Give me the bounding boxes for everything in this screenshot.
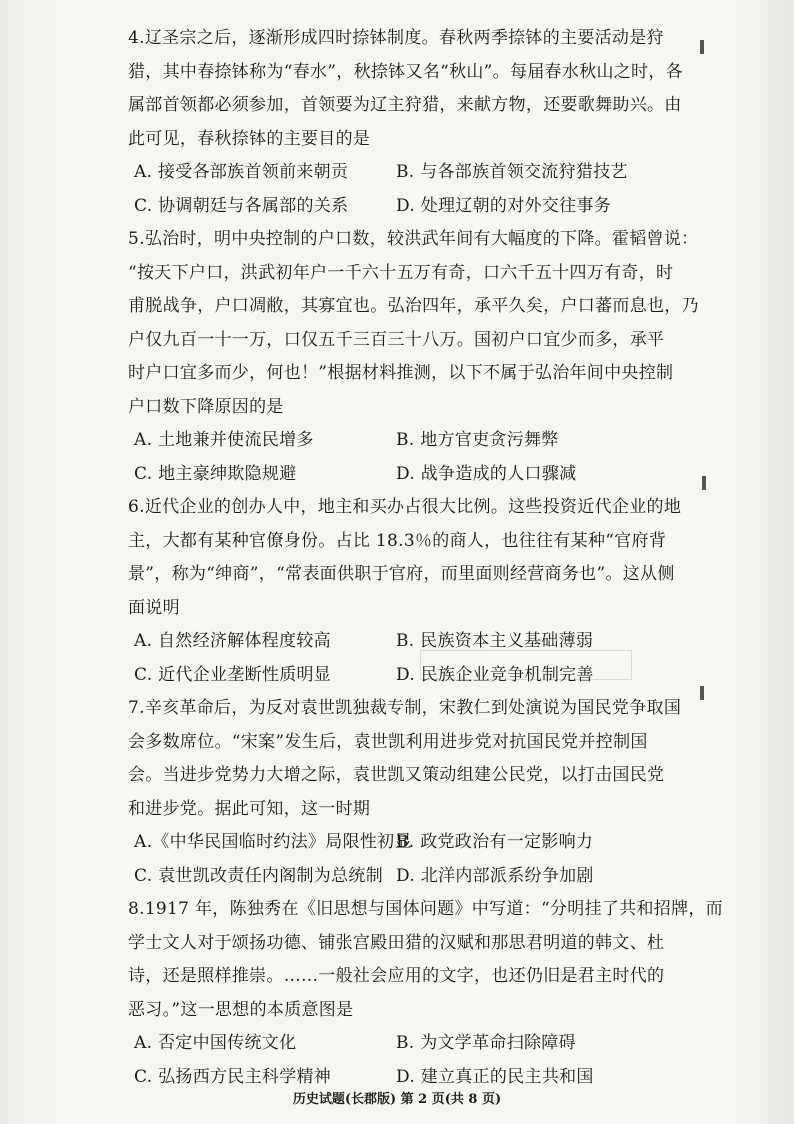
question-5 <box>128 223 699 491</box>
question-8 <box>128 893 723 1094</box>
option-d: D. 北洋内部派系纷争加剧 <box>396 865 594 886</box>
question-stem-line: 和进步党。据此可知，这一时期 <box>128 798 371 819</box>
answer-options <box>134 424 668 491</box>
option-d: D. 战争造成的人口骤减 <box>396 463 577 484</box>
edge-mark <box>700 686 704 700</box>
question-stem-line: 学士文人对于颂扬功德、铺张宫殿田猎的汉赋和那思君明道的韩文、杜 <box>128 932 665 953</box>
option-a: A.《中华民国临时约法》局限性初显 <box>134 832 412 852</box>
question-stem-line: 会多数席位。“宋案”发生后，袁世凯利用进步党对抗国民党并控制国 <box>128 731 648 752</box>
question-stem-line: 面说明 <box>128 597 180 618</box>
question-stem-line: 8.1917 年，陈独秀在《旧思想与国体问题》中写道：“分明挂了共和招牌，而 <box>128 899 723 919</box>
question-stem-line: 恶习。”这一思想的本质意图是 <box>128 999 354 1020</box>
option-b: B. 为文学革命扫除障碍 <box>396 1033 576 1053</box>
question-stem-line: 甫脱战争，户口凋敝，其寡宜也。弘治四年，承平久矣，户口蕃而息也，乃 <box>128 296 699 316</box>
option-b: B. 民族资本主义基础薄弱 <box>396 631 594 651</box>
option-a: A. 土地兼并使流民增多 <box>134 430 314 450</box>
option-c: C. 袁世凯改责任内阁制为总统制 <box>134 865 384 886</box>
answer-options <box>134 1027 668 1094</box>
question-stem-line: 属部首领都必须参加，首领要为辽主狩猎，来献方物，还要歌舞助兴。由 <box>128 95 682 115</box>
edge-mark <box>702 476 706 490</box>
option-a: A. 接受各部族首领前来朝贡 <box>134 162 349 182</box>
option-a: A. 否定中国传统文化 <box>134 1033 297 1053</box>
option-c: C. 弘扬西方民主科学精神 <box>134 1066 332 1087</box>
question-stem-line: 景”，称为“绅商”，“常表面供职于官府，而里面则经营商务也”。这从侧 <box>128 564 675 584</box>
question-stem-line: 6.近代企业的创办人中，地主和买办占很大比例。这些投资近代企业的地 <box>128 497 682 517</box>
question-stem-line: 时户口宜多而少，何也！”根据材料推测，以下不属于弘治年间中央控制 <box>128 363 674 383</box>
question-stem-line: 户仅九百一十一万，口仅五千三百三十八万。国初户口宜少而多，承平 <box>128 329 665 350</box>
question-stem-line: 7.辛亥革命后，为反对袁世凯独裁专制，宋教仁到处演说为国民党争取国 <box>128 698 682 718</box>
option-d: D. 处理辽朝的对外交往事务 <box>396 195 612 216</box>
question-stem-line: 诗，还是照样推崇。……一般社会应用的文字，也还仍旧是君主时代的 <box>128 966 665 986</box>
option-b: B. 与各部族首领交流狩猎技艺 <box>396 162 628 182</box>
option-b: B. 地方官吏贪污舞弊 <box>396 430 559 450</box>
question-stem-line: 户口数下降原因的是 <box>128 396 284 417</box>
question-stem-line: 此可见，春秋捺钵的主要目的是 <box>128 128 371 149</box>
option-d: D. 民族企业竞争机制完善 <box>396 664 594 685</box>
question-list <box>128 22 723 1094</box>
answer-options <box>134 625 668 692</box>
answer-options <box>134 826 668 893</box>
option-c: C. 地主豪绅欺隐规避 <box>134 463 297 484</box>
question-stem-line: 会。当进步党势力大增之际，袁世凯又策动组建公民党，以打击国民党 <box>128 765 665 785</box>
question-stem-line: 主，大都有某种官僚身份。占比 18.3％的商人，也往往有某种“官府背 <box>128 530 667 551</box>
option-d: D. 建立真正的民主共和国 <box>396 1066 594 1087</box>
option-c: C. 近代企业垄断性质明显 <box>134 664 332 685</box>
question-stem-line: 4.辽圣宗之后，逐渐形成四时捺钵制度。春秋两季捺钵的主要活动是狩 <box>128 28 664 48</box>
option-a: A. 自然经济解体程度较高 <box>134 631 331 651</box>
question-6 <box>128 491 682 692</box>
question-4 <box>128 22 683 223</box>
edge-mark <box>700 40 704 54</box>
option-c: C. 协调朝廷与各属部的关系 <box>134 195 349 216</box>
question-stem-line: 5.弘治时，明中央控制的户口数，较洪武年间有大幅度的下降。霍韬曾说： <box>128 229 699 249</box>
question-stem-line: “按天下户口，洪武初年户一千六十五万有奇，口六千五十四万有奇，时 <box>128 262 674 283</box>
answer-options <box>134 156 668 223</box>
page-footer: 历史试题(长郡版) 第 2 页(共 8 页) <box>292 1092 502 1107</box>
question-stem-line: 猎，其中春捺钵称为“春水”，秋捺钵又名“秋山”。每届春水秋山之时，各 <box>128 61 683 82</box>
question-7 <box>128 692 682 893</box>
option-b: B. 政党政治有一定影响力 <box>396 832 594 852</box>
